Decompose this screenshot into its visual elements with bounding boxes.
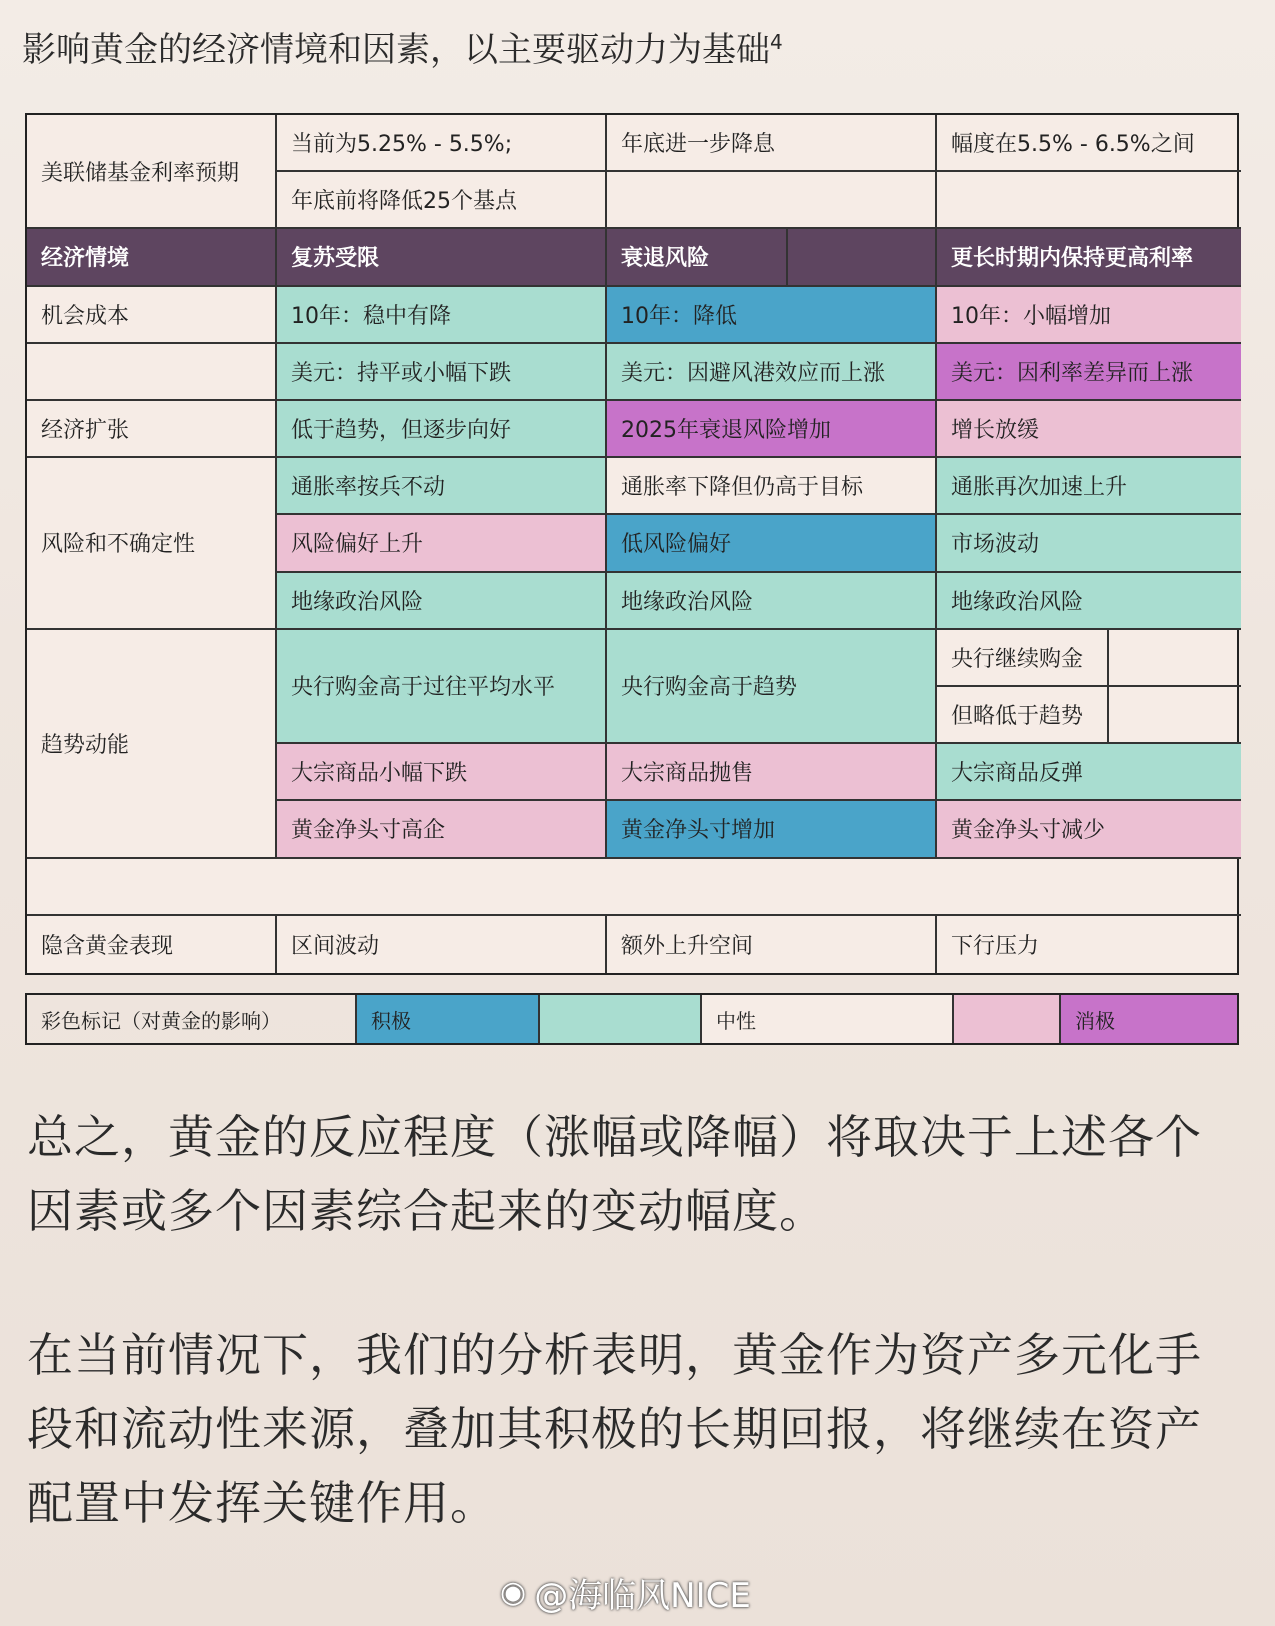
expansion-higher: 增长放缓 <box>937 401 1241 458</box>
implied-higher: 下行压力 <box>951 933 1040 959</box>
appetite-recession: 低风险偏好 <box>607 515 937 572</box>
fed-range: 幅度在5.5% - 6.5%之间 <box>937 115 1241 172</box>
inflation-recession: 通胀率下降但仍高于目标 <box>607 458 937 515</box>
watermark-text: @海临风NICE <box>534 1576 751 1616</box>
commodities-higher: 大宗商品反弹 <box>937 744 1241 801</box>
central-bank-recovery: 央行购金高于过往平均水平 <box>277 630 607 744</box>
positions-higher: 黄金净头寸减少 <box>937 801 1241 858</box>
implied-recession: 额外上升空间 <box>607 916 937 973</box>
usd-higher: 美元：因利率差异而上涨 <box>937 344 1241 401</box>
momentum-label: 趋势动能 <box>27 630 277 859</box>
empty-cell <box>937 172 1241 229</box>
expansion-recovery: 低于趋势，但逐步向好 <box>277 401 607 458</box>
central-bank-higher-1 <box>937 630 1241 687</box>
implied-label: 隐含黄金表现 <box>27 916 277 973</box>
empty-cell <box>27 344 277 401</box>
summary-paragraph-1: 总之，黄金的反应程度（涨幅或降幅）将取决于上述各个因素或多个因素综合起来的变动幅度。 <box>27 1110 1202 1238</box>
implied-recovery: 区间波动 <box>277 916 607 973</box>
usd-recession: 美元：因避风港效应而上涨 <box>607 344 937 401</box>
weibo-logo-icon: ◉ <box>500 1575 527 1610</box>
summary-paragraph-2: 在当前情况下，我们的分析表明，黄金作为资产多元化手段和流动性来源，叠加其积极的长期回报，将继续在资产配置中发挥关键作用。 <box>27 1328 1202 1530</box>
positions-recovery: 黄金净头寸高企 <box>277 801 607 858</box>
central-bank-higher-2 <box>937 687 1241 744</box>
geopolitics-higher: 地缘政治风险 <box>937 573 1241 630</box>
color-legend <box>25 993 1239 1045</box>
commodities-recession: 大宗商品抛售 <box>607 744 937 801</box>
fed-rate-label: 美联储基金利率预期 <box>27 115 277 229</box>
inflation-higher: 通胀再次加速上升 <box>937 458 1241 515</box>
inflation-recovery: 通胀率按兵不动 <box>277 458 607 515</box>
legend-label: 彩色标记（对黄金的影响） <box>27 995 357 1043</box>
appetite-recovery: 风险偏好上升 <box>277 515 607 572</box>
legend-neutral: 中性 <box>702 995 954 1043</box>
spacer-row <box>27 859 1241 916</box>
expansion-label: 经济扩张 <box>27 401 277 458</box>
header-recession-risk <box>607 229 937 286</box>
legend-positive: 积极 <box>357 995 540 1043</box>
usd-recovery: 美元：持平或小幅下跌 <box>277 344 607 401</box>
ten-year-higher: 10年：小幅增加 <box>937 287 1241 344</box>
central-bank-below-trend: 但略低于趋势 <box>937 687 1109 742</box>
fed-current: 当前为5.25% - 5.5%; <box>277 115 607 172</box>
legend-positive-light <box>540 995 702 1043</box>
footnote-marker: 4 <box>770 30 783 54</box>
fed-cut-end: 年底前将降低25个基点 <box>277 172 607 229</box>
opportunity-cost-label: 机会成本 <box>27 287 277 344</box>
empty-cell <box>607 172 937 229</box>
header-recession-label: 衰退风险 <box>607 229 788 284</box>
fed-further: 年底进一步降息 <box>607 115 937 172</box>
header-higher-longer: 更长时期内保持更高利率 <box>937 229 1241 286</box>
appetite-higher: 市场波动 <box>937 515 1241 572</box>
central-bank-continue: 央行继续购金 <box>937 630 1109 685</box>
positions-recession: 黄金净头寸增加 <box>607 801 937 858</box>
ten-year-recession: 10年：降低 <box>607 287 937 344</box>
watermark <box>500 1568 751 1617</box>
gold-scenario-table <box>25 113 1239 975</box>
commodities-recovery: 大宗商品小幅下跌 <box>277 744 607 801</box>
header-scenario: 经济情境 <box>27 229 277 286</box>
legend-negative: 消极 <box>1061 995 1237 1043</box>
central-bank-recession: 央行购金高于趋势 <box>607 630 937 744</box>
legend-negative-light <box>954 995 1061 1043</box>
page-title: 影响黄金的经济情境和因素，以主要驱动力为基础$^4$ <box>22 30 783 70</box>
geopolitics-recession: 地缘政治风险 <box>607 573 937 630</box>
header-limited-recovery: 复苏受限 <box>277 229 607 286</box>
geopolitics-recovery: 地缘政治风险 <box>277 573 607 630</box>
expansion-recession: 2025年衰退风险增加 <box>607 401 937 458</box>
risk-label: 风险和不确定性 <box>27 458 277 630</box>
ten-year-recovery: 10年：稳中有降 <box>277 287 607 344</box>
